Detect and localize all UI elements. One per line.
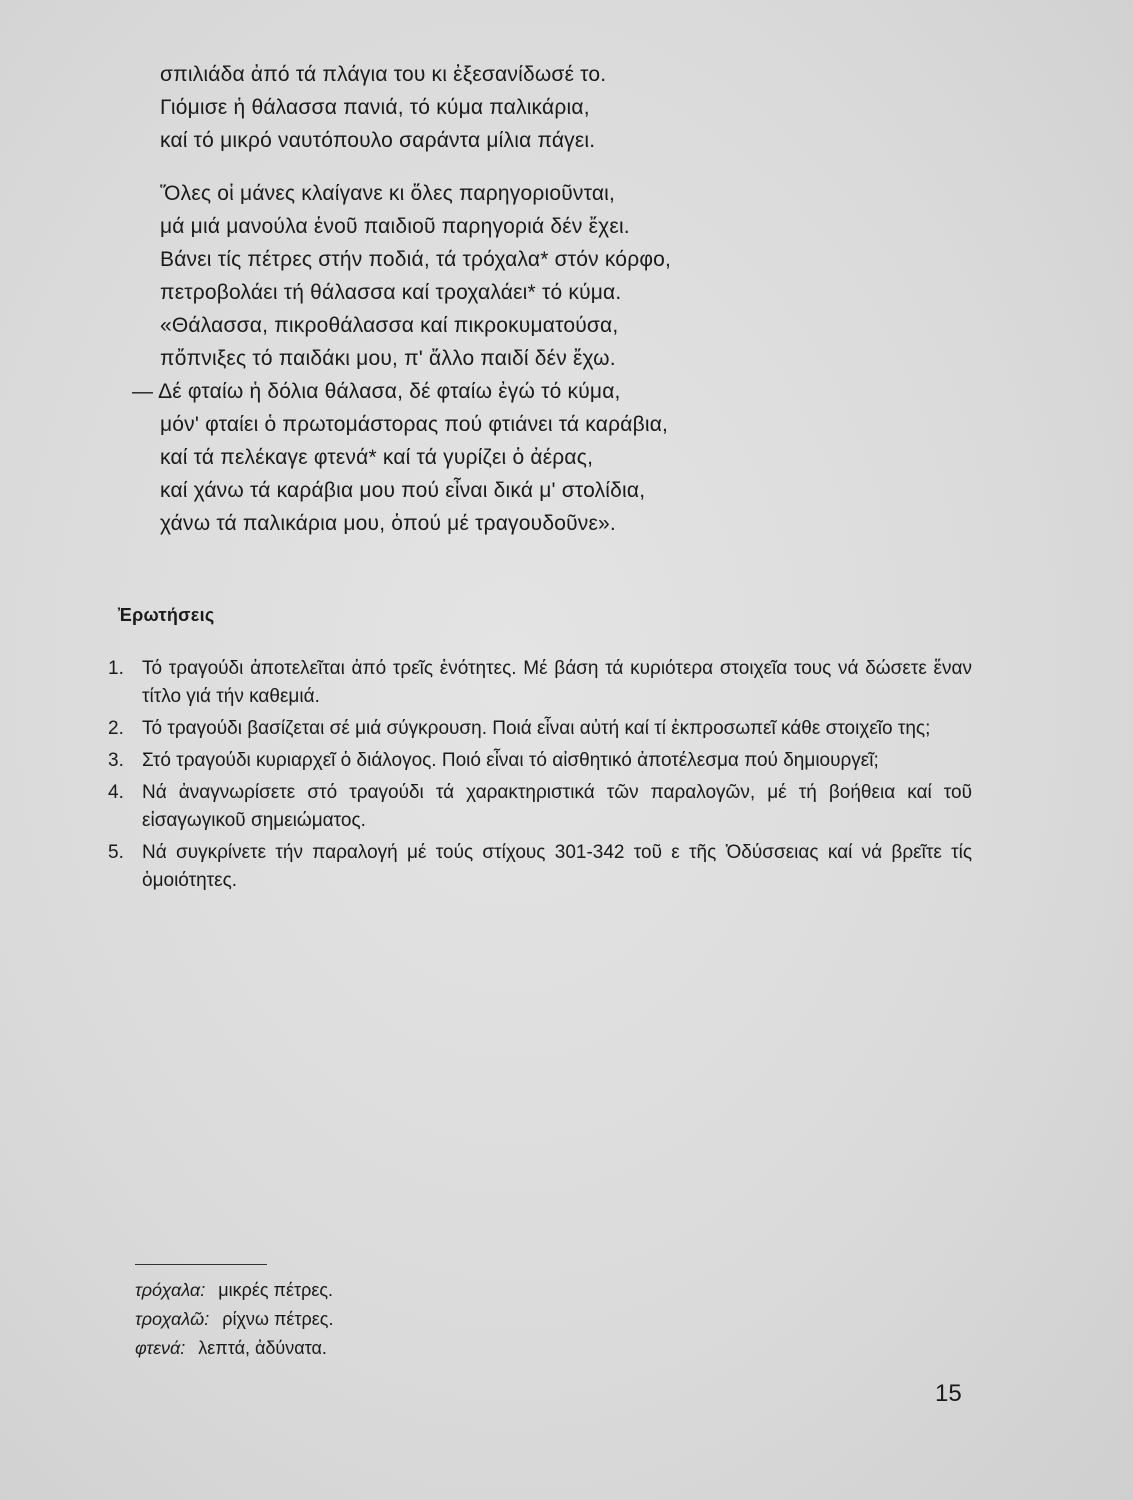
- poem-line: Γιόμισε ἡ θάλασσα πανιά, τό κύμα παλικάρια,: [160, 96, 590, 119]
- question-text: Νά συγκρίνετε τήν παραλογή μέ τούς στίχους 301-342 τοῦ ε τῆς Ὀδύσσειας καί νά βρεῖτε τίς ὁμοιότητες.: [142, 842, 972, 891]
- glossary-term: τροχαλῶ:: [135, 1309, 210, 1329]
- question-text: Νά ἀναγνωρίσετε στό τραγούδι τά χαρακτηριστικά τῶν παραλογῶν, μέ τή βοήθεια καί τοῦ εἰσαγωγικοῦ σημειώματος.: [142, 782, 972, 831]
- page-number: 15: [935, 1380, 962, 1407]
- poem-line: καί χάνω τά καράβια μου πού εἶναι δικά μ' στολίδια,: [160, 479, 646, 502]
- glossary-entry: [135, 1276, 333, 1305]
- question-item: [108, 715, 978, 743]
- question-item: [108, 747, 978, 775]
- poem-line: «Θάλασσα, πικροθάλασσα καί πικροκυματούσα,: [160, 314, 619, 337]
- poem-line: Βάνει τίς πέτρες στήν ποδιά, τά τρόχαλα* στόν κόρφο,: [160, 248, 672, 271]
- poem-line: σπιλιάδα ἀπό τά πλάγια του κι ἐξεσανίδωσέ το.: [160, 63, 607, 86]
- poem-line: χάνω τά παλικάρια μου, ὁπού μέ τραγουδοῦνε».: [160, 512, 616, 535]
- glossary-entry: [135, 1305, 333, 1334]
- poem-line: καί τά πελέκαγε φτενά* καί τά γυρίζει ὁ ἀέρας,: [160, 446, 594, 469]
- glossary-definition: μικρές πέτρες.: [218, 1280, 334, 1300]
- question-number: 5.: [108, 842, 124, 863]
- poem-line: καί τό μικρό ναυτόπουλο σαράντα μίλια πάγει.: [160, 129, 596, 152]
- question-item: [108, 839, 978, 895]
- glossary-term: τρόχαλα:: [135, 1280, 206, 1300]
- stanza-gap: [160, 157, 880, 177]
- poem-line: — Δέ φταίω ἡ δόλια θάλασα, δέ φταίω ἐγώ τό κύμα,: [132, 380, 621, 403]
- glossary-footnotes: [135, 1276, 333, 1363]
- glossary-term: φτενά:: [135, 1338, 186, 1358]
- poem-line: Ὅλες οἱ μάνες κλαίγανε κι ὅλες παρηγοριοῦνται,: [160, 182, 616, 205]
- glossary-entry: [135, 1334, 333, 1363]
- poem-line: μά μιά μανούλα ἑνοῦ παιδιοῦ παρηγοριά δέν ἔχει.: [160, 215, 630, 238]
- glossary-definition: λεπτά, ἀδύνατα.: [198, 1338, 327, 1358]
- footnote-divider: [135, 1264, 267, 1265]
- poem-text: [132, 58, 880, 540]
- questions-heading: Ἐρωτήσεις: [118, 605, 215, 625]
- poem-line: μόν' φταίει ὁ πρωτομάστορας πού φτιάνει τά καράβια,: [160, 413, 669, 436]
- question-number: 2.: [108, 718, 124, 739]
- question-number: 4.: [108, 782, 124, 803]
- question-text: Τό τραγούδι ἀποτελεῖται ἀπό τρεῖς ἑνότητες. Μέ βάση τά κυριότερα στοιχεῖα τους νά δώσετε ἕναν τίτλο γιά τήν καθεμιά.: [142, 658, 972, 707]
- question-text: Τό τραγούδι βασίζεται σέ μιά σύγκρουση. Ποιά εἶναι αὐτή καί τί ἐκπροσωπεῖ κάθε στοιχεῖο της;: [142, 718, 931, 739]
- question-number: 1.: [108, 658, 124, 679]
- question-item: [108, 779, 978, 835]
- question-number: 3.: [108, 750, 124, 771]
- glossary-definition: ρίχνω πέτρες.: [222, 1309, 334, 1329]
- question-item: [108, 655, 978, 711]
- poem-line: πὄπνιξες τό παιδάκι μου, π' ἄλλο παιδί δέν ἔχω.: [160, 347, 616, 370]
- questions-list: [108, 655, 978, 899]
- poem-line: πετροβολάει τή θάλασσα καί τροχαλάει* τό κύμα.: [160, 281, 622, 304]
- question-text: Στό τραγούδι κυριαρχεῖ ὁ διάλογος. Ποιό εἶναι τό αἰσθητικό ἀποτέλεσμα πού δημιουργεῖ;: [142, 750, 879, 771]
